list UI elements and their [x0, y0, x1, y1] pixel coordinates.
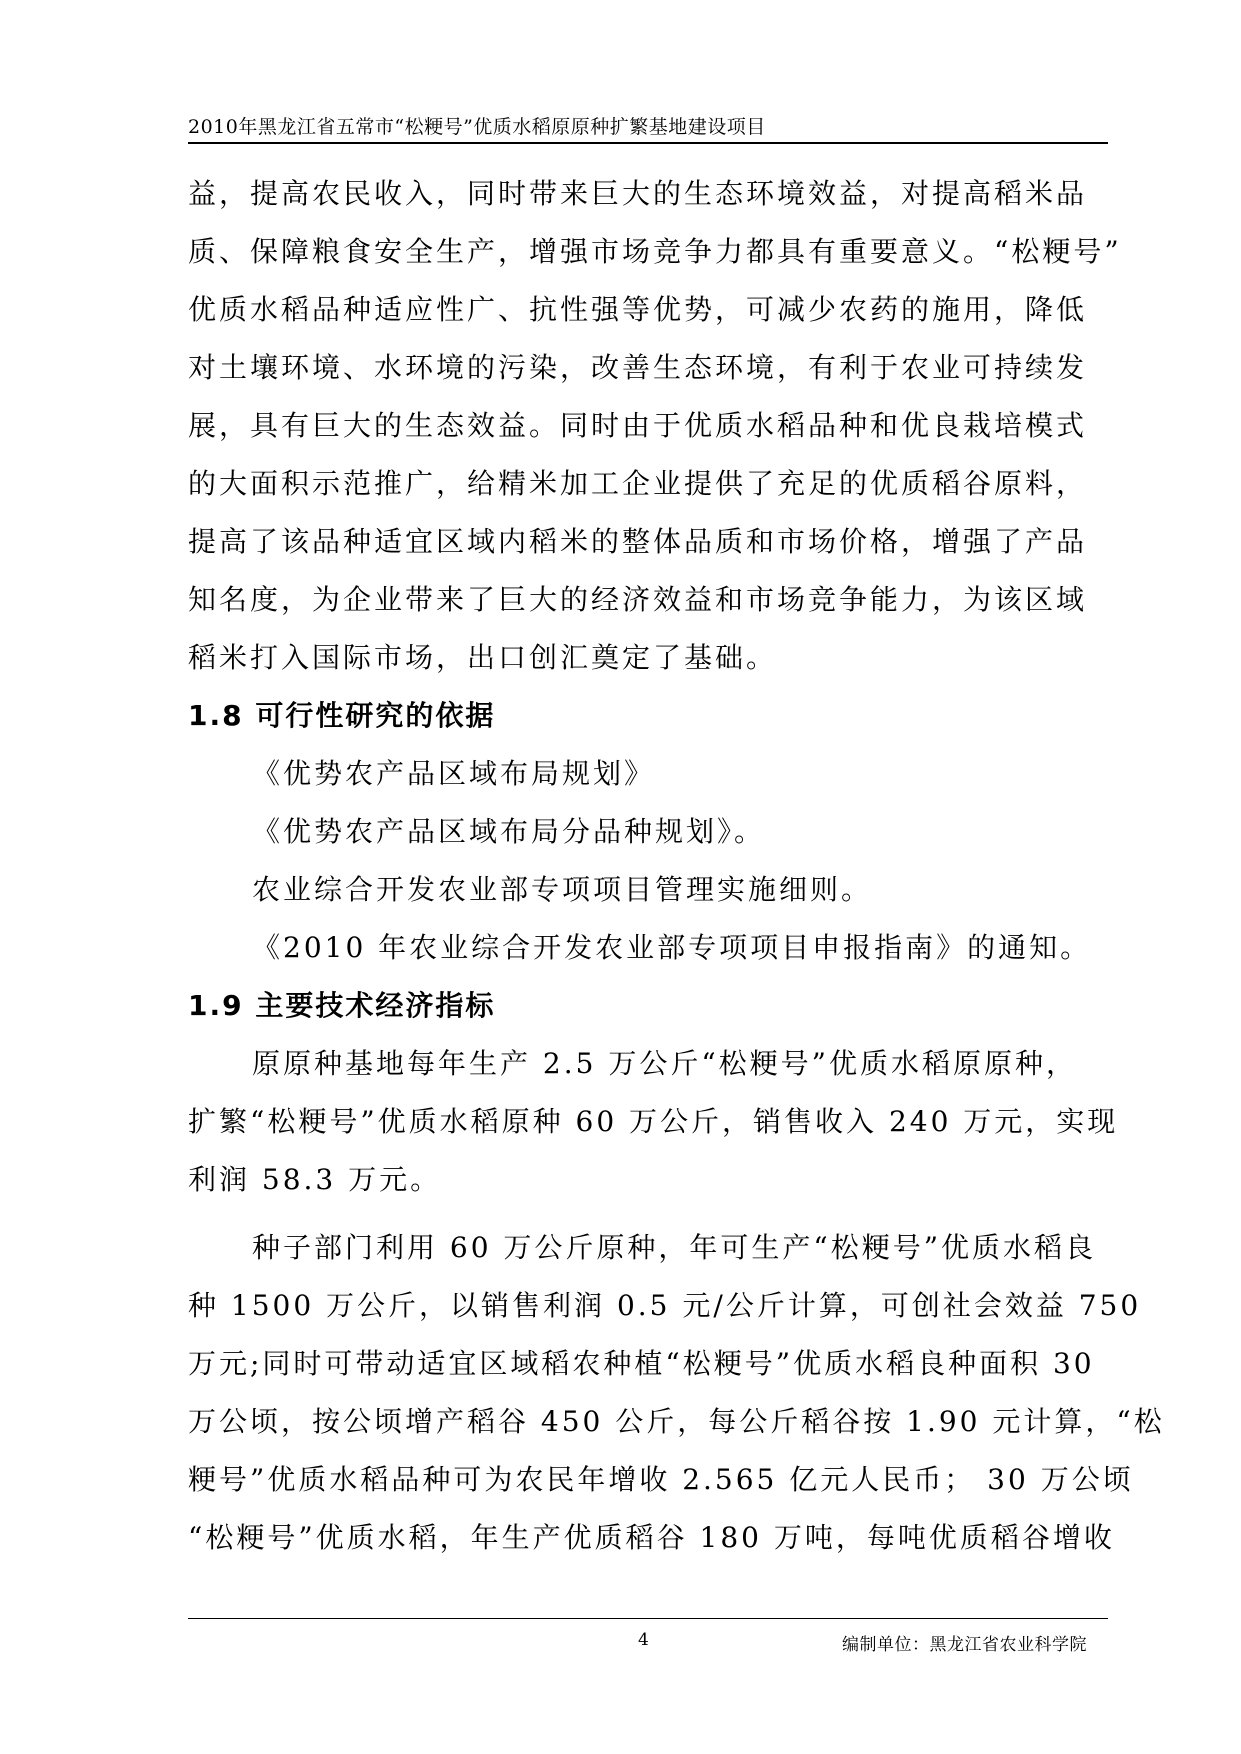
paragraph-gap [188, 1209, 1108, 1219]
text-line: 的大面积示范推广，给精米加工企业提供了充足的优质稻谷原料， [188, 467, 1088, 500]
header-rule [188, 142, 1108, 144]
text-line: 万公顷，按公顷增产稻谷 450 公斤，每公斤稻谷按 1.90 元计算，“松 [188, 1405, 1165, 1438]
page-number: 4 [638, 1630, 649, 1650]
document-body [188, 165, 1165, 1567]
text-line: 种 1500 万公斤，以销售利润 0.5 元/公斤计算，可创社会效益 750 [188, 1289, 1142, 1322]
text-line: 扩繁“松粳号”优质水稻原种 60 万公斤，销售收入 240 万元，实现 [188, 1105, 1119, 1138]
paragraph-intro [188, 165, 1122, 687]
text-line: 种子部门利用 60 万公斤原种，年可生产“松粳号”优质水稻良 [252, 1231, 1097, 1264]
text-line: 稻米打入国际市场，出口创汇奠定了基础。 [188, 641, 778, 674]
reference-item: 农业综合开发农业部专项项目管理实施细则。 [252, 873, 873, 906]
footer-organization: 编制单位：黑龙江省农业科学院 [842, 1635, 1087, 1655]
text-line: 万元;同时可带动适宜区域稻农种植“松粳号”优质水稻良种面积 30 [188, 1347, 1095, 1380]
text-line: 知名度，为企业带来了巨大的经济效益和市场竞争能力，为该区域 [188, 583, 1088, 616]
text-line: 益，提高农民收入，同时带来巨大的生态环境效益，对提高稻米品 [188, 177, 1088, 210]
paragraph-indicators-1 [188, 1035, 1119, 1209]
reference-item: 《优势农产品区域布局规划》 [252, 757, 656, 790]
text-line: “松粳号”优质水稻，年生产优质稻谷 180 万吨，每吨优质稻谷增收 [188, 1521, 1115, 1554]
section-heading-1-8: 1.8 可行性研究的依据 [188, 699, 496, 732]
section-heading-1-9: 1.9 主要技术经济指标 [188, 989, 496, 1022]
text-line: 原原种基地每年生产 2.5 万公斤“松粳号”优质水稻原原种， [252, 1047, 1077, 1080]
footer-rule [188, 1618, 1108, 1619]
reference-item: 《优势农产品区域布局分品种规划》。 [252, 815, 766, 848]
text-line: 对土壤环境、水环境的污染，改善生态环境，有利于农业可持续发 [188, 351, 1088, 384]
text-line: 粳号”优质水稻品种可为农民年增收 2.565 亿元人民币； 30 万公顷 [188, 1463, 1134, 1496]
text-line: 利润 58.3 万元。 [188, 1163, 442, 1196]
header-title: 2010年黑龙江省五常市“松粳号”优质水稻原原种扩繁基地建设项目 [188, 116, 766, 138]
paragraph-indicators-2 [188, 1219, 1165, 1567]
reference-item: 《2010 年农业综合开发农业部专项项目申报指南》的通知。 [252, 931, 1092, 964]
reference-list [188, 745, 1108, 977]
text-line: 质、保障粮食安全生产，增强市场竞争力都具有重要意义。“松粳号” [188, 235, 1122, 268]
text-line: 优质水稻品种适应性广、抗性强等优势，可减少农药的施用，降低 [188, 293, 1088, 326]
text-line: 展，具有巨大的生态效益。同时由于优质水稻品种和优良栽培模式 [188, 409, 1088, 442]
text-line: 提高了该品种适宜区域内稻米的整体品质和市场价格，增强了产品 [188, 525, 1088, 558]
